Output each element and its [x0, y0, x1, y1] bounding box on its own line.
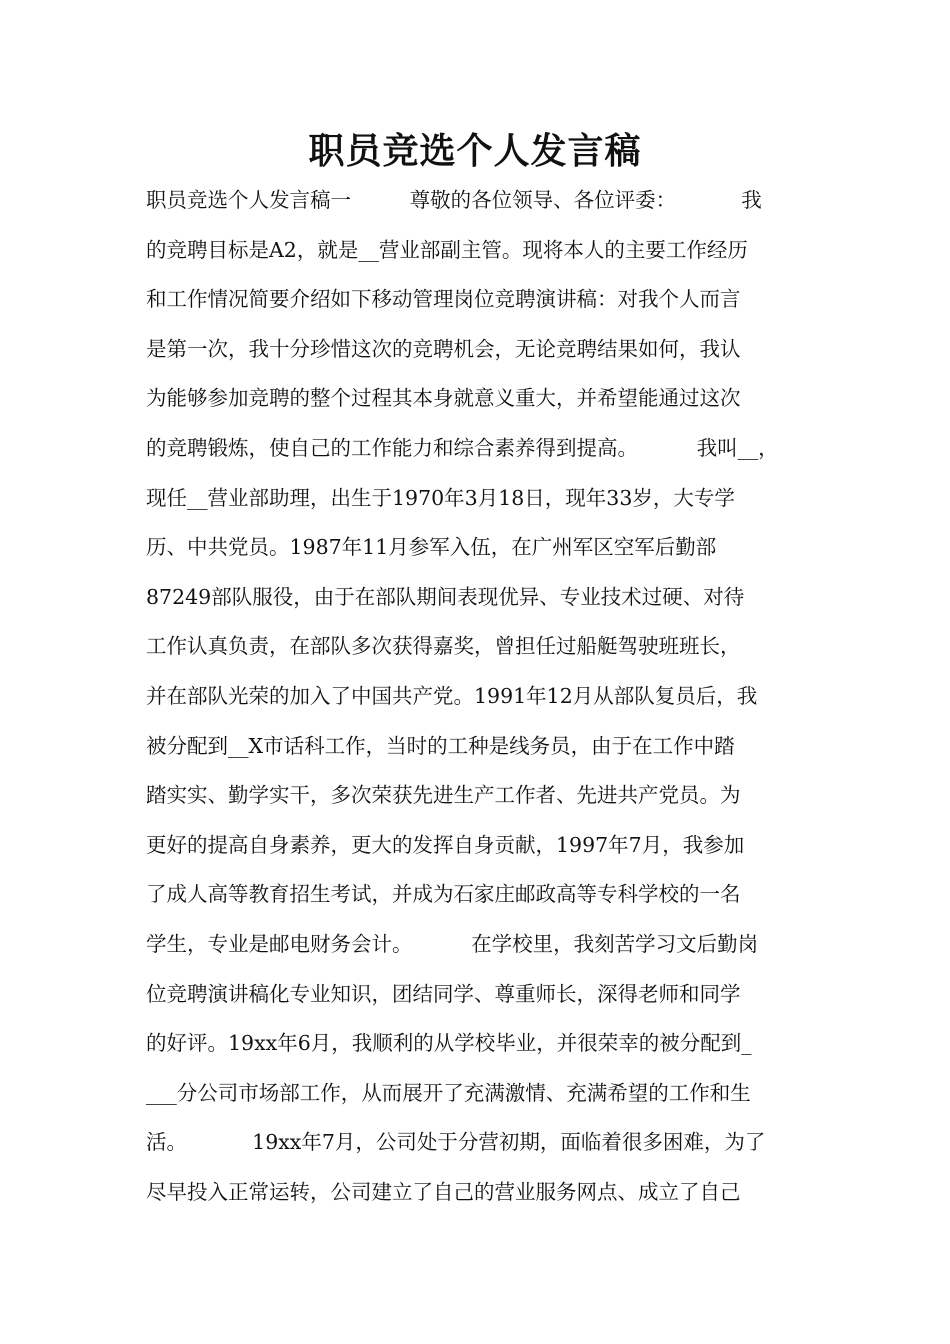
body-line: 的竞聘锻炼，使自己的工作能力和综合素养得到提高。 我叫__， — [146, 435, 779, 460]
document-title: 职员竞选个人发言稿 — [308, 131, 642, 172]
body-line: 87249部队服役，由于在部队期间表现优异、专业技术过硬、对待 — [146, 584, 745, 609]
body-line: 工作认真负责，在部队多次获得嘉奖，曾担任过船艇驾驶班班长， — [146, 634, 741, 659]
body-line: 并在部队光荣的加入了中国共产党。1991年12月从部队复员后，我 — [146, 683, 758, 708]
body-line: 是第一次，我十分珍惜这次的竞聘机会，无论竞聘结果如何，我认 — [146, 336, 741, 361]
body-line: 位竞聘演讲稿化专业知识，团结同学、尊重师长，深得老师和同学 — [146, 981, 741, 1006]
document-body — [146, 182, 810, 1223]
body-line: 为能够参加竞聘的整个过程其本身就意义重大，并希望能通过这次 — [146, 386, 741, 411]
body-line: 活。 19xx年7月，公司处于分营初期，面临着很多困难，为了 — [146, 1130, 766, 1155]
body-line: 和工作情况简要介绍如下移动管理岗位竞聘演讲稿：对我个人而言 — [146, 287, 741, 312]
body-line: 更好的提高自身素养，更大的发挥自身贡献，1997年7月，我参加 — [146, 832, 745, 857]
body-line: 历、中共党员。1987年11月参军入伍，在广州军区空军后勤部 — [146, 535, 717, 560]
body-line: 的竞聘目标是A2，就是__营业部副主管。现将本人的主要工作经历 — [146, 237, 748, 262]
body-line: 被分配到__X市话科工作，当时的工种是线务员，由于在工作中踏 — [146, 733, 735, 758]
body-line: 了成人高等教育招生考试，并成为石家庄邮政高等专科学校的一名 — [146, 882, 741, 907]
body-line: 职员竞选个人发言稿一 尊敬的各位领导、各位评委： 我 — [146, 188, 762, 212]
body-line: 踏实实、勤学实干，多次荣获先进生产工作者、先进共产党员。为 — [146, 783, 741, 808]
body-line: 现任__营业部助理，出生于1970年3月18日，现年33岁，大专学 — [146, 485, 735, 510]
body-line: 尽早投入正常运转，公司建立了自己的营业服务网点、成立了自己 — [146, 1179, 741, 1204]
body-line: 学生，专业是邮电财务会计。 在学校里，我刻苦学习文后勤岗 — [146, 931, 759, 956]
body-line: ___分公司市场部工作，从而展开了充满激情、充满希望的工作和生 — [146, 1080, 751, 1105]
body-line: 的好评。19xx年6月，我顺利的从学校毕业，并很荣幸的被分配到_ — [146, 1031, 752, 1056]
